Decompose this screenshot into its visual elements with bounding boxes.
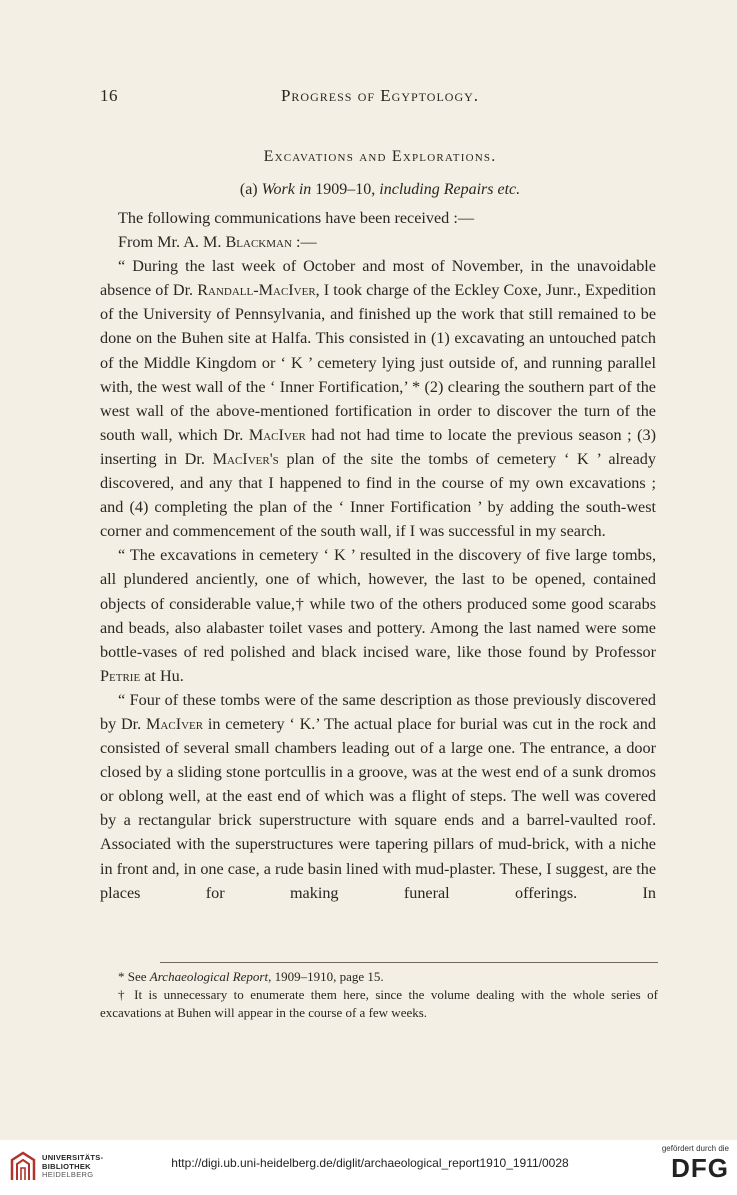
footnote-1-prefix: * See — [118, 969, 150, 984]
body-text — [100, 206, 656, 905]
source-url-link[interactable]: http://digi.ub.uni-heidelberg.de/diglit/archaeological_report1910_1911/0028 — [171, 1156, 569, 1170]
page-header — [100, 86, 660, 108]
logo-line-1: UNIVERSITÄTS- — [42, 1153, 104, 1162]
paragraph-intro: The following communications have been received :— — [118, 209, 475, 227]
funding-text: gefördert durch die — [661, 1144, 729, 1153]
footnote-1 — [100, 968, 658, 986]
subtitle — [100, 181, 660, 199]
footnote-divider — [160, 962, 658, 963]
digitization-footer — [0, 1140, 737, 1195]
p3-text-c: , I took charge of the Eckley Coxe, Junr., Expedition of the University of Pennsylvania, and finished up the work that still remained to be done on the Buhen site at Halfa. This consisted in (1) excavating an untouched patch of the Middle Kingdom or ‘ K ’ cemetery lying just outside of, and running parallel with, the west wall of the ‘ Inner Fortification,’ * (2) clearing the southern part of the west wall of the above-mentioned fortification in order to discover the turn of the south wall, which Dr. — [100, 281, 656, 444]
footnote-1-suffix: , 1909–1910, page 15. — [268, 969, 384, 984]
section-title: Excavations and Explorations. — [263, 148, 497, 165]
page-number: 16 — [100, 86, 118, 105]
p5-text-a: “ Four of these tombs were of the same description as those previously discovered by Dr. — [100, 690, 656, 733]
logo-line-2: BIBLIOTHEK — [42, 1161, 91, 1171]
footnote-2: † It is unnecessary to enumerate them here, since the volume dealing with the whole series of excavations at Buhen will appear in the course of a few weeks. — [100, 987, 658, 1020]
subtitle-italic-1: Work in — [261, 181, 312, 198]
name-maciver-2: MacIver — [146, 714, 204, 733]
from-text: From Mr. A. M. — [118, 233, 226, 252]
from-suffix: :— — [291, 233, 317, 252]
crest-icon — [8, 1150, 38, 1186]
p4-text-c: at Hu. — [140, 666, 184, 685]
logo-line-3: HEIDELBERG — [42, 1170, 94, 1179]
p3-text-g: plan of the site the tombs of cemetery ‘ K ’ already discovered, and any that I happened to find in the course of my own excavations ; and (4) completing the plan of the ‘ Inner Fortification ’ by adding the south-west corner and commencement of the south wall, if I was successful in my search. — [100, 449, 656, 541]
p3-text-e: had not had time to locate the previous season ; (3) inserting in Dr. — [100, 425, 656, 468]
paragraph-letter-3 — [100, 688, 656, 905]
name-blackman: Blackman — [225, 233, 292, 252]
footnotes — [100, 968, 658, 1022]
subtitle-label: (a) — [239, 181, 258, 198]
p4-text-a: “ The excavations in cemetery ‘ K ’ resulted in the discovery of five large tombs, all plundered anciently, one of which, however, the last to be opened, contained objects of considerable value,† while two of the others produced some good scarabs and beads, also alabaster toilet vases and pottery. Among the last named were some bottle-vases of red polished and black incised ware, like those found by Professor — [100, 546, 656, 661]
paragraph-letter-2 — [100, 543, 656, 688]
university-library-logo[interactable] — [8, 1150, 138, 1188]
paragraph-from — [100, 230, 656, 254]
dfg-logo[interactable] — [629, 1144, 729, 1192]
name-randall-maciver: Randall-MacIver — [197, 281, 316, 300]
logo-text — [42, 1154, 103, 1180]
name-maciver: MacIver — [248, 425, 306, 444]
dfg-wordmark: DFG — [671, 1153, 729, 1183]
subtitle-italic-2: including Repairs etc. — [379, 181, 521, 198]
p3-text-a: “ During the last week of October and most of November, in the unavoidable absence of Dr. — [100, 257, 656, 300]
paragraph-letter-1 — [100, 254, 656, 543]
footnote-1-title: Archaeological Report — [149, 969, 269, 984]
p5-text-c: in cemetery ‘ K.’ The actual place for burial was cut in the rock and consisted of several small chambers leading out of a large one. The entrance, a door closed by a sliding stone portcullis in a groove, was at the west end of a sunk dromos or oblong well, at the east end of which was a flight of steps. The well was covered by a rectangular brick superstructure with square ends and a barrel-vaulted roof. Associated with the superstructures were tapering pillars of mud-brick, with a niche in front and, in one case, a rude basin lined with mud-plaster. These, I suggest, are the places for making funeral offerings. In — [100, 714, 656, 902]
name-macivers: MacIver's — [212, 449, 279, 468]
subtitle-years: 1909–10, — [315, 181, 376, 198]
running-title: Progress of Egyptology. — [280, 86, 480, 105]
name-petrie: Petrie — [100, 666, 141, 685]
